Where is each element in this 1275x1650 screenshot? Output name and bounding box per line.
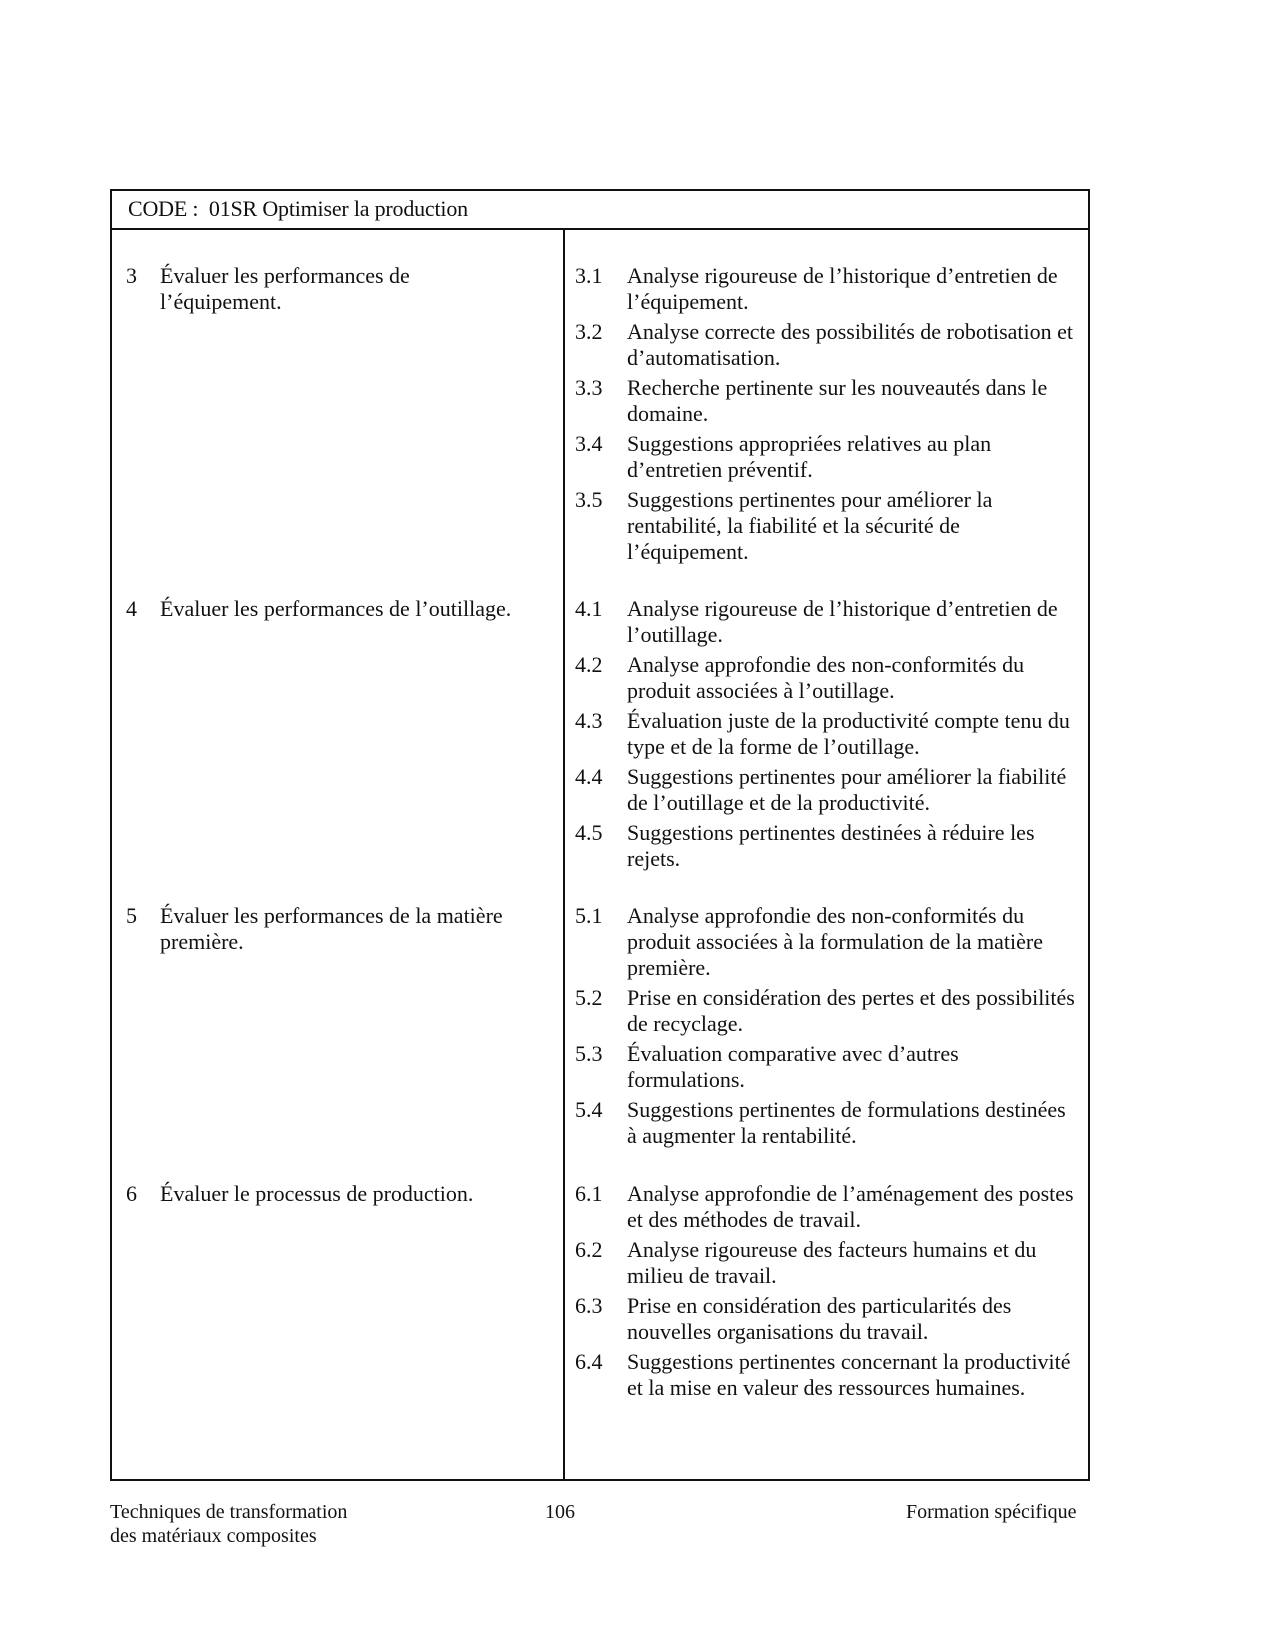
code-label: CODE :: [128, 196, 199, 221]
criterion-item: [575, 596, 1080, 648]
criterion-item: [575, 985, 1080, 1037]
footer-left-line2: des matériaux composites: [110, 1525, 317, 1547]
criterion-text: Analyse approfondie des non-conformités du produit associées à l’outillage.: [627, 652, 1025, 703]
footer-left-line1: Techniques de transformation: [110, 1501, 348, 1523]
criterion-number: 3.4: [575, 431, 603, 456]
criterion-item: [575, 1293, 1080, 1345]
criterion-text: Analyse rigoureuse des facteurs humains et du milieu de travail.: [627, 1237, 1037, 1288]
footer-section-label: Formation spécifique: [906, 1501, 1077, 1523]
criterion-text: Analyse approfondie de l’aménagement des postes et des méthodes de travail.: [627, 1181, 1074, 1232]
criterion-item: [575, 1041, 1080, 1093]
code-header: [112, 191, 1088, 230]
page-number: 106: [545, 1501, 575, 1523]
criterion-text: Suggestions pertinentes concernant la productivité et la mise en valeur des ressources humaines.: [627, 1349, 1071, 1400]
criterion-number: 4.5: [575, 820, 603, 845]
element-title: Évaluer les performances de l’équipement.: [160, 263, 410, 314]
criterion-number: 6.4: [575, 1349, 603, 1374]
element-number: 3: [126, 263, 137, 288]
criterion-text: Évaluation comparative avec d’autres formulations.: [627, 1041, 959, 1092]
criterion-item: [575, 652, 1080, 704]
element-title: Évaluer les performances de la matière première.: [160, 903, 503, 954]
footer-program-title: [110, 1500, 347, 1548]
element-number: 4: [126, 596, 137, 621]
criterion-number: 6.2: [575, 1237, 603, 1262]
criterion-text: Analyse rigoureuse de l’historique d’entretien de l’équipement.: [627, 263, 1058, 314]
criterion-item: [575, 903, 1080, 981]
criterion-number: 4.3: [575, 708, 603, 733]
code-title: [128, 196, 468, 222]
criteria-list: [575, 596, 1080, 876]
criterion-item: [575, 1097, 1080, 1149]
criterion-text: Analyse rigoureuse de l’historique d’entretien de l’outillage.: [627, 596, 1058, 647]
criterion-text: Suggestions pertinentes pour améliorer la fiabilité de l’outillage et de la productivité.: [627, 764, 1067, 815]
criterion-number: 6.3: [575, 1293, 603, 1318]
criterion-item: [575, 708, 1080, 760]
criterion-item: [575, 319, 1080, 371]
criterion-text: Prise en considération des particularités des nouvelles organisations du travail.: [627, 1293, 1012, 1344]
criterion-item: [575, 820, 1080, 872]
code-value: 01SR Optimiser la production: [208, 196, 468, 221]
criterion-item: [575, 375, 1080, 427]
criterion-number: 4.4: [575, 764, 603, 789]
criterion-item: [575, 1237, 1080, 1289]
criterion-item: [575, 263, 1080, 315]
criterion-text: Recherche pertinente sur les nouveautés dans le domaine.: [627, 375, 1048, 426]
criterion-text: Suggestions pertinentes pour améliorer la rentabilité, la fiabilité et la sécurité de l’équipement.: [627, 487, 993, 564]
criterion-number: 5.3: [575, 1041, 603, 1066]
criteria-list: [575, 903, 1080, 1153]
element-title: Évaluer les performances de l’outillage.: [160, 596, 512, 621]
criterion-number: 5.1: [575, 903, 603, 928]
element-number: 6: [126, 1181, 137, 1206]
column-divider: [563, 228, 565, 1479]
criterion-number: 3.2: [575, 319, 603, 344]
criterion-number: 5.2: [575, 985, 603, 1010]
criterion-item: [575, 764, 1080, 816]
criterion-number: 6.1: [575, 1181, 603, 1206]
criterion-number: 3.5: [575, 487, 603, 512]
criteria-list: [575, 1181, 1080, 1405]
criterion-number: 4.1: [575, 596, 603, 621]
criterion-item: [575, 1349, 1080, 1401]
criterion-text: Suggestions appropriées relatives au plan d’entretien préventif.: [627, 431, 992, 482]
criterion-text: Suggestions pertinentes destinées à réduire les rejets.: [627, 820, 1035, 871]
criterion-number: 4.2: [575, 652, 603, 677]
competency-table: [110, 189, 1090, 1481]
criterion-text: Suggestions pertinentes de formulations destinées à augmenter la rentabilité.: [627, 1097, 1066, 1148]
criterion-number: 3.3: [575, 375, 603, 400]
criterion-text: Analyse approfondie des non-conformités du produit associées à la formulation de la matière première.: [627, 903, 1044, 980]
criteria-list: [575, 263, 1080, 569]
criterion-text: Évaluation juste de la productivité compte tenu du type et de la forme de l’outillage.: [627, 708, 1070, 759]
criterion-number: 3.1: [575, 263, 603, 288]
criterion-text: Analyse correcte des possibilités de robotisation et d’automatisation.: [627, 319, 1073, 370]
criterion-item: [575, 431, 1080, 483]
element-title: Évaluer le processus de production.: [160, 1181, 474, 1206]
criterion-item: [575, 1181, 1080, 1233]
criterion-item: [575, 487, 1080, 565]
element-number: 5: [126, 903, 137, 928]
criterion-number: 5.4: [575, 1097, 603, 1122]
criterion-text: Prise en considération des pertes et des possibilités de recyclage.: [627, 985, 1075, 1036]
